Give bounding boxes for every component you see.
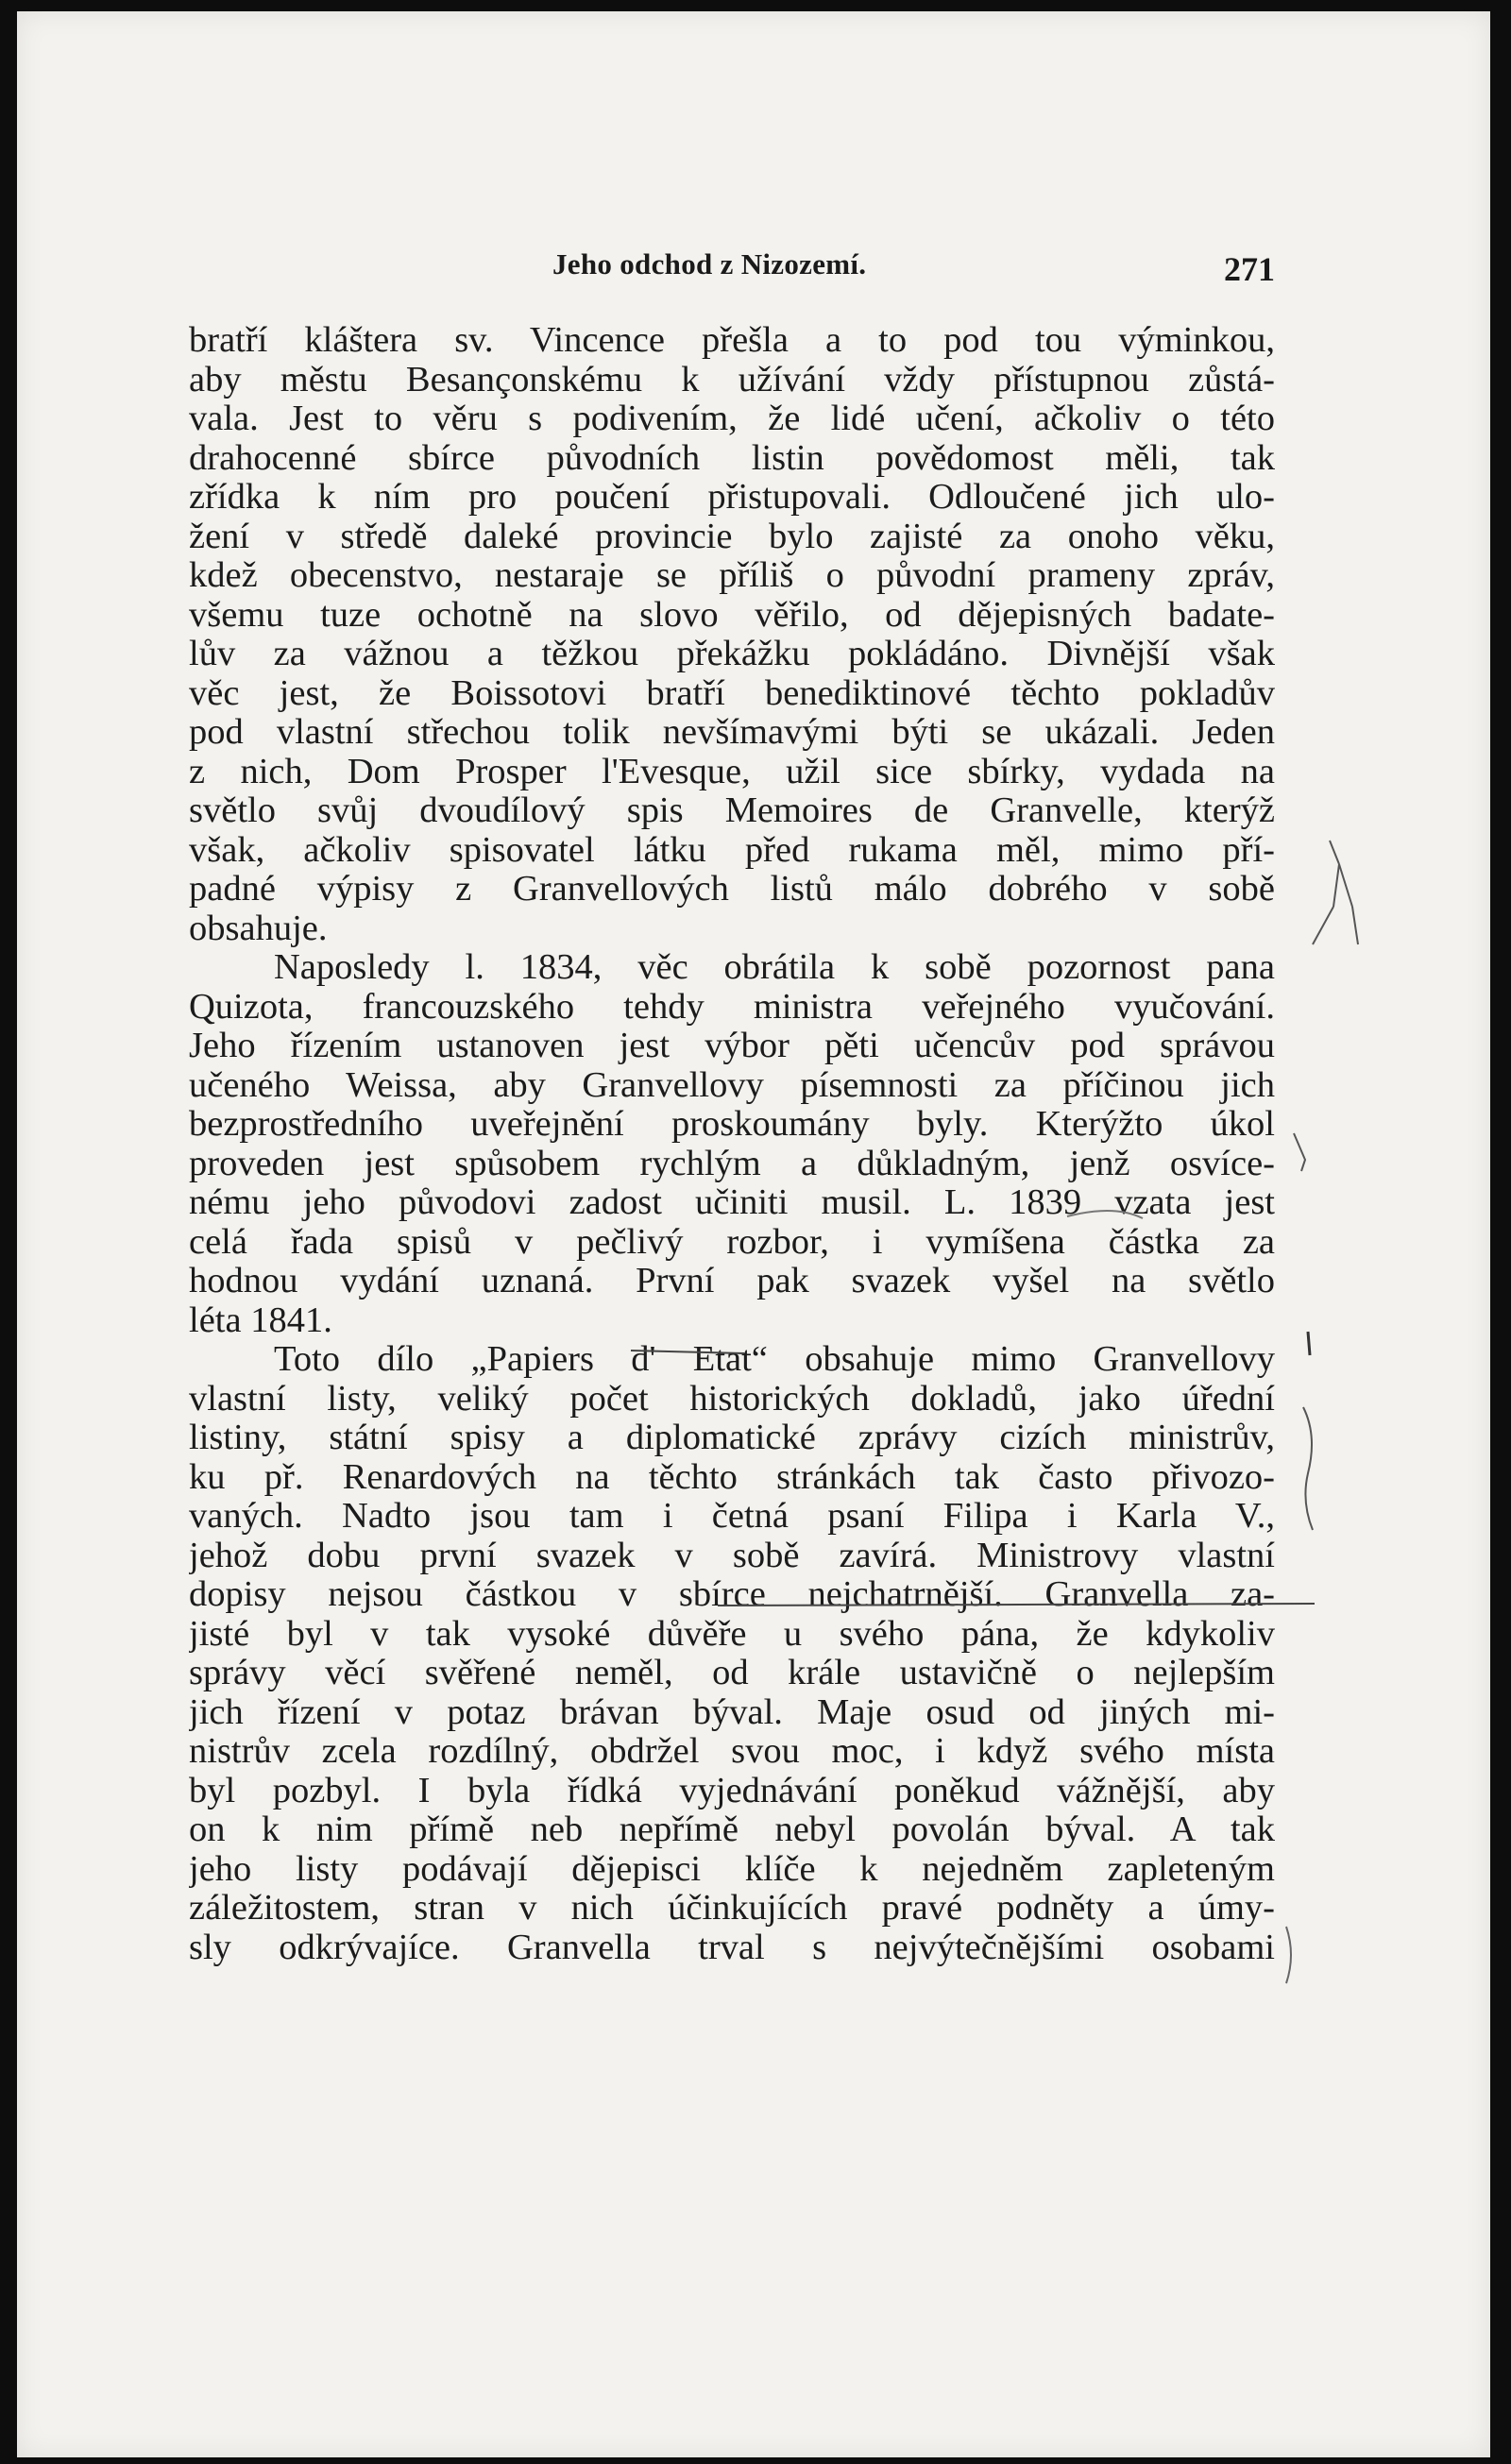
text-line: ku př. Renardových na těchto stránkách tak často přivozo-	[189, 1457, 1275, 1497]
text-line: Quizota, francouzského tehdy ministra veřejného vyučování.	[189, 987, 1275, 1027]
text-line: dopisy nejsou částkou v sbírce nejchatrnější. Granvella za-	[189, 1575, 1275, 1614]
text-line: všemu tuze ochotně na slovo věřilo, od dějepisných badate-	[189, 595, 1275, 635]
text-line: Jeho řízením ustanoven jest výbor pěti učencův pod správou	[189, 1027, 1275, 1065]
text-line: světlo svůj dvoudílový spis Memoires de Granvelle, kterýž	[189, 791, 1275, 830]
text-line: sly odkrývajíce. Granvella trval s nejvýtečnějšími osobami	[189, 1928, 1275, 1967]
text-line: vala. Jest to věru s podivením, že lidé učení, ačkoliv o této	[189, 399, 1275, 438]
text-line: celá řada spisů v pečlivý rozbor, i vymíšena částka za	[189, 1222, 1275, 1262]
text-line: jeho listy podávají dějepisci klíče k nejedněm zapleteným	[189, 1849, 1275, 1889]
body-text	[189, 321, 1275, 1967]
text-line: bratří kláštera sv. Vincence přešla a to pod tou výminkou,	[189, 321, 1275, 360]
text-line: byl pozbyl. I byla řídká vyjednávání poněkud vážnější, aby	[189, 1771, 1275, 1810]
text-line: správy věcí svěřené neměl, od krále ustavičně o nejlepším	[189, 1654, 1275, 1692]
text-line: proveden jest spůsobem rychlým a důkladným, jenž osvíce-	[189, 1144, 1275, 1183]
text-line: jich řízení v potaz brávan býval. Maje osud od jiných mi-	[189, 1692, 1275, 1732]
text-line: jehož dobu první svazek v sobě zavírá. Ministrovy vlastní	[189, 1536, 1275, 1575]
text-line: jisté byl v tak vysoké důvěře u svého pána, že kdykoliv	[189, 1614, 1275, 1654]
text-line: zřídka k ním pro poučení přistupovali. Odloučené jich ulo-	[189, 478, 1275, 517]
text-line: padné výpisy z Granvellových listů málo dobrého v sobě	[189, 870, 1275, 909]
text-line: Naposledy l. 1834, věc obrátila k sobě pozornost pana	[274, 948, 1275, 987]
text-line: vlastní listy, veliký počet historických dokladů, jako úřední	[189, 1379, 1275, 1419]
running-title: Jeho odchod z Nizozemí.	[552, 247, 867, 280]
text-line: však, ačkoliv spisovatel látku před rukama měl, mimo pří-	[189, 830, 1275, 870]
text-line: hodnou vydání uznaná. První pak svazek vyšel na světlo	[189, 1262, 1275, 1300]
text-line: kdež obecenstvo, nestaraje se příliš o původní prameny zpráv,	[189, 556, 1275, 595]
text-line: pod vlastní střechou tolik nevšímavými býti se ukázali. Jeden	[189, 713, 1275, 752]
page-number: 271	[1224, 250, 1275, 288]
text-line: aby městu Besançonskému k užívání vždy přístupnou zůstá-	[189, 360, 1275, 399]
text-line: listiny, státní spisy a diplomatické zprávy cizích ministrův,	[189, 1419, 1275, 1457]
text-line: žení v středě daleké provincie bylo zajisté za onoho věku,	[189, 517, 1275, 556]
text-line: drahocenné sbírce původních listin povědomost měli, tak	[189, 438, 1275, 478]
text-line: z nich, Dom Prosper l'Evesque, užil sice sbírky, vydada na	[189, 752, 1275, 791]
text-line: učeného Weissa, aby Granvellovy písemnosti za příčinou jich	[189, 1065, 1275, 1105]
text-line: on k nim přímě neb nepřímě nebyl povolán býval. A tak	[189, 1810, 1275, 1849]
text-line: Toto dílo „Papiers d' Etat“ obsahuje mimo Granvellovy	[274, 1340, 1275, 1379]
text-line: vaných. Nadto jsou tam i četná psaní Filipa i Karla V.,	[189, 1497, 1275, 1536]
page-header	[189, 247, 1275, 288]
text-line: lův za vážnou a těžkou překážku pokládáno. Divnější však	[189, 635, 1275, 673]
text-line: nistrův zcela rozdílný, obdržel svou moc, i když svého místa	[189, 1732, 1275, 1771]
text-line: bezprostředního uveřejnění proskoumány byly. Kterýžto úkol	[189, 1105, 1275, 1144]
text-line: nému jeho původovi zadost učiniti musil. L. 1839 vzata jest	[189, 1183, 1275, 1222]
text-line: obsahuje.	[189, 909, 328, 948]
text-line: záležitostem, stran v nich účinkujících pravé podněty a úmy-	[189, 1889, 1275, 1928]
text-line: věc jest, že Boissotovi bratří benediktinové těchto pokladův	[189, 673, 1275, 713]
text-line: léta 1841.	[189, 1300, 332, 1340]
